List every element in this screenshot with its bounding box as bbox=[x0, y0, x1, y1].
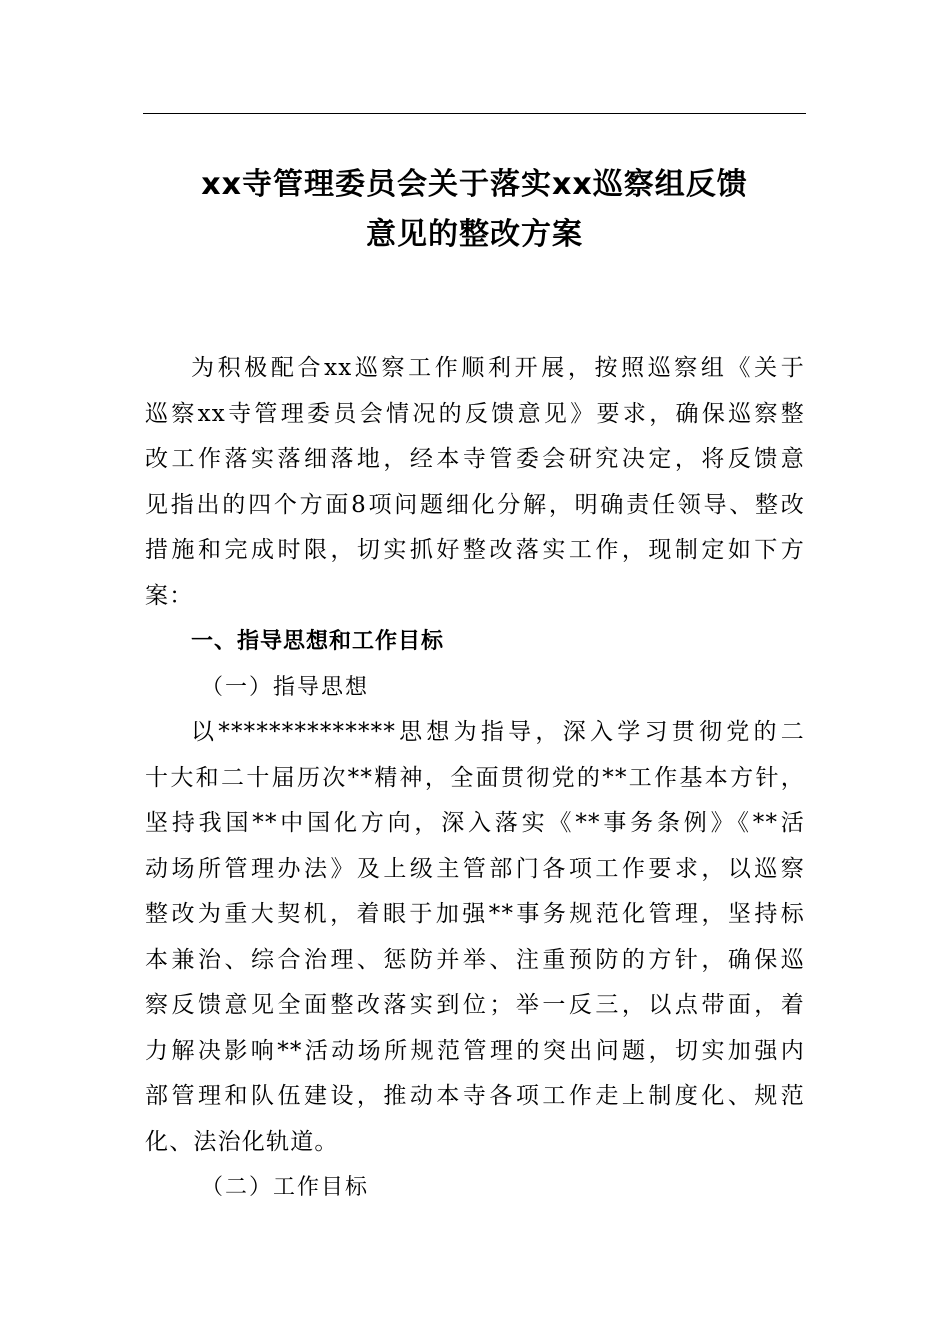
intro-line-5: 措施和完成时限，切实抓好整改落实工作，现制定如下方 bbox=[145, 537, 805, 563]
title-line-2: 意见的整改方案 bbox=[366, 217, 583, 252]
guiding-line-1: 以**************思想为指导，深入学习贯彻党的二 bbox=[191, 719, 805, 745]
intro-line-3: 改工作落实落细落地，经本寺管委会研究决定，将反馈意 bbox=[145, 446, 805, 472]
subsection-heading-1: （一）指导思想 bbox=[201, 674, 370, 700]
subsection-heading-2: （二）工作目标 bbox=[201, 1175, 370, 1200]
title-line-1: xx寺管理委员会关于落实xx巡察组反馈 bbox=[201, 167, 748, 202]
guiding-line-8: 力解决影响**活动场所规范管理的突出问题，切实加强内 bbox=[145, 1037, 805, 1064]
section-heading-1: 一、指导思想和工作目标 bbox=[191, 629, 445, 654]
intro-line-6: 案： bbox=[145, 582, 194, 609]
intro-line-4: 见指出的四个方面8项问题细化分解，明确责任领导、整改 bbox=[145, 491, 805, 518]
header-rule bbox=[143, 113, 806, 114]
intro-line-1: 为积极配合xx巡察工作顺利开展，按照巡察组《关于 bbox=[191, 355, 805, 381]
document-title bbox=[143, 160, 806, 260]
guiding-line-5: 整改为重大契机，着眼于加强**事务规范化管理，坚持标 bbox=[145, 901, 805, 927]
guiding-line-4: 动场所管理办法》及上级主管部门各项工作要求，以巡察 bbox=[145, 855, 805, 882]
guiding-line-10: 化、法治化轨道。 bbox=[145, 1128, 339, 1155]
guiding-line-7: 察反馈意见全面整改落实到位；举一反三，以点带面，着 bbox=[145, 992, 805, 1018]
intro-line-2: 巡察xx寺管理委员会情况的反馈意见》要求，确保巡察整 bbox=[145, 400, 805, 427]
document-body bbox=[145, 346, 805, 1211]
guiding-line-2: 十大和二十届历次**精神，全面贯彻党的**工作基本方针， bbox=[145, 764, 805, 791]
guiding-line-3: 坚持我国**中国化方向，深入落实《**事务条例》《**活 bbox=[145, 810, 805, 836]
guiding-line-9: 部管理和队伍建设，推动本寺各项工作走上制度化、规范 bbox=[145, 1083, 805, 1109]
guiding-line-6: 本兼治、综合治理、惩防并举、注重预防的方针，确保巡 bbox=[145, 946, 805, 973]
